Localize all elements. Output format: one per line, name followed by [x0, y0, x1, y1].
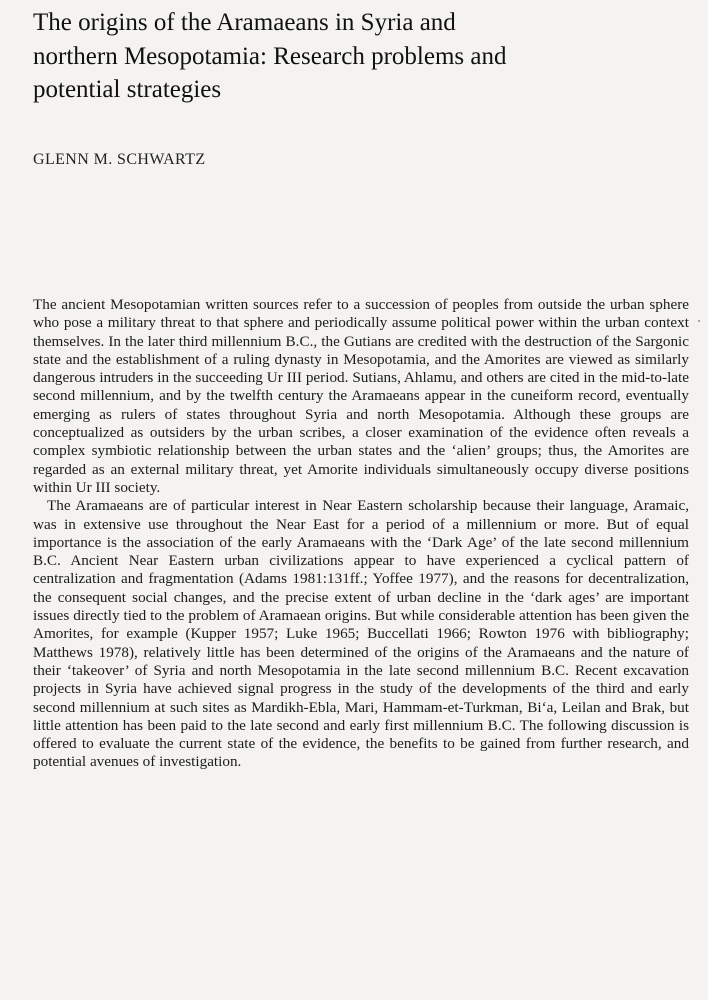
author-name: GLENN M. SCHWARTZ: [33, 151, 206, 168]
title-line-3: potential strategies: [33, 76, 222, 103]
scan-artifact: [698, 320, 700, 322]
body-paragraph-1: The ancient Mesopotamian written sources refer to a succession of peoples from outside the urban sphere who pose a military threat to that sphere and periodically assume political power within the urban context themselves. In the later third millennium B.C., the Gutians are credited with the destruction of the Sargonic state and the establishment of a ruling dynasty in Mesopotamia, and the Amorites are viewed as similarly dangerous intruders in the succeeding Ur III period. Sutians, Ahlamu, and others are cited in the mid-to-late second millennium, and by the twelfth century the Aramaeans appear in the cuneiform record, eventually emerging as rulers of states throughout Syria and north Mesopotamia. Although these groups are conceptualized as outsiders by the urban scribes, a closer examination of the evidence often reveals a complex symbiotic relationship between the urban states and the ‘alien’ groups; thus, the Amorites are regarded as an external military threat, yet Amorite individuals simultaneously occupy diverse positions within Ur III society.: [33, 296, 689, 496]
title-line-2: northern Mesopotamia: Research problems and: [33, 42, 507, 70]
article-body: [33, 296, 689, 772]
article-title: [33, 6, 633, 107]
title-line-1: The origins of the Aramaeans in Syria and: [33, 9, 456, 36]
body-paragraph-2: The Aramaeans are of particular interest in Near Eastern scholarship because their language, Aramaic, was in extensive use throughout the Near East for a period of a millennium or more. But of equal importance is the association of the early Aramaeans with the ‘Dark Age’ of the late second millennium B.C. Ancient Near Eastern urban civilizations appear to have experienced a cyclical pattern of centralization and fragmentation (Adams 1981:131ff.; Yoffee 1977), and the reasons for decentralization, the consequent social changes, and the precise extent of urban decline in the ‘dark ages’ are important issues directly tied to the problem of Aramaean origins. But while considerable attention has been given the Amorites, for example (Kupper 1957; Luke 1965; Buccellati 1966; Rowton 1976 with bibliography; Matthews 1978), relatively little has been determined of the origins of the Aramaeans and the nature of their ‘takeover’ of Syria and north Mesopotamia in the late second millennium B.C. Recent excavation projects in Syria have achieved signal progress in the study of the developments of the third and early second millennium at such sites as Mardikh-Ebla, Mari, Hammam-et-Turkman, Bi‘a, Leilan and Brak, but little attention has been paid to the late second and early first millennium B.C. The following discussion is offered to evaluate the current state of the evidence, the benefits to be gained from further research, and potential avenues of investigation.: [33, 497, 689, 771]
